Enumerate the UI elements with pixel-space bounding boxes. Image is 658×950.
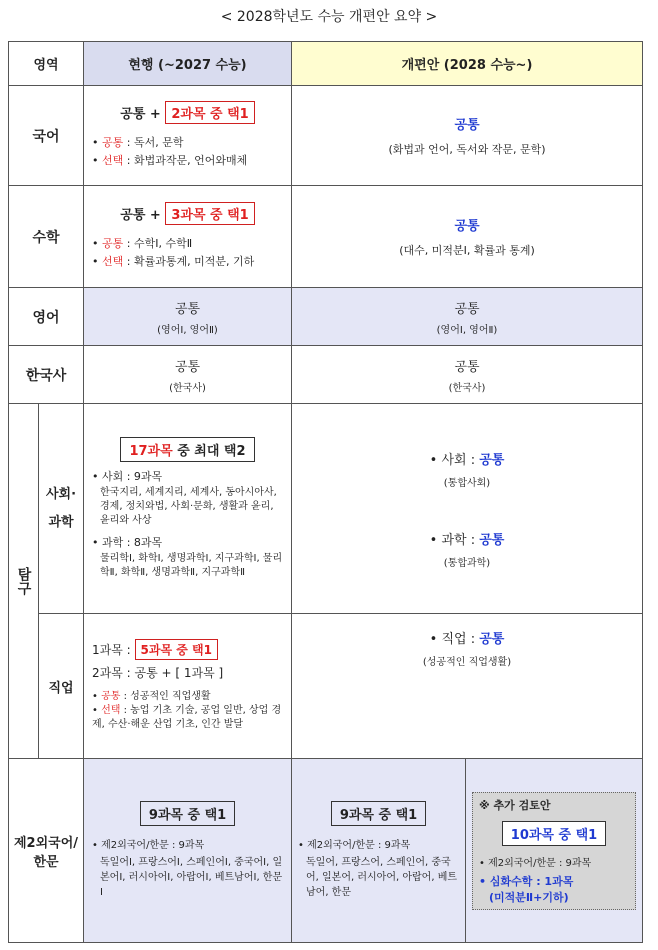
social-list: 한국지리, 세계지리, 세계사, 동아시아사, 경제, 정치와법, 사회·문화, 생활과 윤리, 윤리와 사상 [100,487,277,526]
area-foreign: 제2외국어/한문 [9,759,84,943]
english-new-sub: (영어Ⅰ, 영어Ⅱ) [436,324,498,336]
history-new-sub: (한국사) [448,382,486,394]
korean-new [292,86,643,186]
foreign-new-list: 독일어, 프랑스어, 스페인어, 중국어, 일본어, 러시아어, 아랍어, 베트남어, 한문 [306,857,458,898]
new-social-label: • 사회 : [429,452,480,468]
korean-new-main: 공통 [454,118,480,133]
page-title: < 2028학년도 수능 개편안 요약 > [220,9,438,25]
math-cur-box: 3과목 중 택1 [165,202,254,225]
new-science-label: • 과학 : [429,532,480,548]
voc-line1-prefix: 1과목 : [92,642,135,657]
foreign-extra-title: ※ 추가 검토안 [479,798,551,812]
foreign-extra-item-sub: (미적분Ⅱ+기하) [489,890,569,904]
foreign-extra-box [472,792,636,910]
foreign-extra-item: • 심화수학 : 1과목 [479,874,574,888]
math-new-sub: (대수, 미적분Ⅰ, 확률과 통계) [399,244,535,257]
korean-new-sub: (화법과 언어, 독서와 작문, 문학) [388,143,546,156]
foreign-cur-list: 독일어Ⅰ, 프랑스어Ⅰ, 스페인어Ⅰ, 중국어Ⅰ, 일본어Ⅰ, 러시아어Ⅰ, 아랍어Ⅰ, 베트남어Ⅰ, 한문Ⅰ [100,857,283,898]
foreign-cur-head: • 제2외국어/한문 : 9과목 [92,840,205,851]
inquiry-current-voc: 1과목 : 5과목 중 택1 2과목 : 공통 + [ 1과목 ] • 공통 : 성공적인 직업생활 • 선택 : 농업 기초 기술, 공업 일반, 상업 경제, 수산·해운 산업 기초, 인간 발달 [84,614,292,759]
voc-line1-box: 5과목 중 택1 [135,639,218,660]
korean-cur-box: 2과목 중 택1 [165,101,254,124]
foreign-new-head: • 제2외국어/한문 : 9과목 [298,840,411,851]
inquiry-current-socsci [84,404,292,614]
foreign-new-box: 9과목 중 택1 [331,801,426,826]
inquiry-box-red: 17과목 [129,444,173,459]
history-current [84,346,292,404]
korean-current: 공통 + 2과목 중 택1 • 공통 : 독서, 문학 • 선택 : 화법과작문, 언어와매체 [84,86,292,186]
new-voc-val: 공통 [479,632,505,647]
new-voc-sub: (성공적인 직업생활) [422,657,512,668]
foreign-extra-box-label: 10과목 중 택1 [502,821,606,846]
math-common-label: 공통 [102,237,124,250]
voc-choice: : 농업 기초 기술, 공업 일반, 상업 경제, 수산·해운 산업 기초, 인간 발달 [92,704,282,730]
foreign-extra-head: • 제2외국어/한문 : 9과목 [479,857,592,869]
math-common: : 수학Ⅰ, 수학Ⅱ [123,237,193,250]
english-new [292,288,643,346]
voc-choice-label: 선택 [101,704,121,716]
header-new: 개편안 (2028 수능~) [292,42,643,86]
math-current: 공통 + 3과목 중 택1 • 공통 : 수학Ⅰ, 수학Ⅱ • 선택 : 확률과통계, 미적분, 기하 [84,186,292,288]
summary-table [8,41,643,943]
math-new-main: 공통 [454,219,480,234]
science-list: 물리학Ⅰ, 화학Ⅰ, 생명과학Ⅰ, 지구과학Ⅰ, 물리학Ⅱ, 화학Ⅱ, 생명과학Ⅱ, 지구과학Ⅱ [100,553,283,578]
new-science-sub: (통합과학) [443,557,491,569]
inquiry-new-voc [292,614,643,759]
foreign-new [292,759,466,943]
english-new-main: 공통 [454,301,480,317]
area-social-science: 사회·과학 [39,404,84,614]
voc-line2: 2과목 : 공통 + [ 1과목 ] [92,665,224,680]
english-cur-main: 공통 [174,301,201,317]
voc-common: : 성공적인 직업생활 [120,690,211,702]
korean-common: : 독서, 문학 [123,136,184,149]
math-choice-label: 선택 [102,255,124,268]
math-choice: : 확률과통계, 미적분, 기하 [123,255,255,268]
new-social-val: 공통 [479,452,505,468]
math-cur-prefix: 공통 + [120,208,166,223]
foreign-extra-cell [466,759,643,943]
area-korean: 국어 [9,86,84,186]
inquiry-new-socsci [292,404,643,614]
korean-common-label: 공통 [102,136,124,149]
korean-choice: : 화법과작문, 언어와매체 [123,154,248,167]
header-area: 영역 [9,42,84,86]
history-cur-main: 공통 [174,359,201,375]
area-history: 한국사 [9,346,84,404]
new-social-sub: (통합사회) [443,477,491,489]
area-math: 수학 [9,186,84,288]
area-vocational: 직업 [39,614,84,759]
new-voc-label: • 직업 : [429,632,480,647]
history-new [292,346,643,404]
english-cur-sub: (영어Ⅰ, 영어Ⅱ) [157,324,218,336]
foreign-current [84,759,292,943]
science-head: • 과학 : 8과목 [92,536,163,549]
area-english: 영어 [9,288,84,346]
history-new-main: 공통 [454,359,480,375]
area-inquiry: 탐구 [9,404,39,759]
voc-common-label: 공통 [101,690,121,702]
korean-choice-label: 선택 [102,154,124,167]
new-science-val: 공통 [479,532,505,548]
korean-cur-prefix: 공통 + [120,107,166,122]
english-current [84,288,292,346]
inquiry-box-rest: 중 최대 택2 [172,444,246,459]
history-cur-sub: (한국사) [169,382,206,394]
foreign-cur-box: 9과목 중 택1 [140,801,235,826]
header-current: 현행 (~2027 수능) [84,42,292,86]
math-new [292,186,643,288]
social-head: • 사회 : 9과목 [92,470,163,483]
